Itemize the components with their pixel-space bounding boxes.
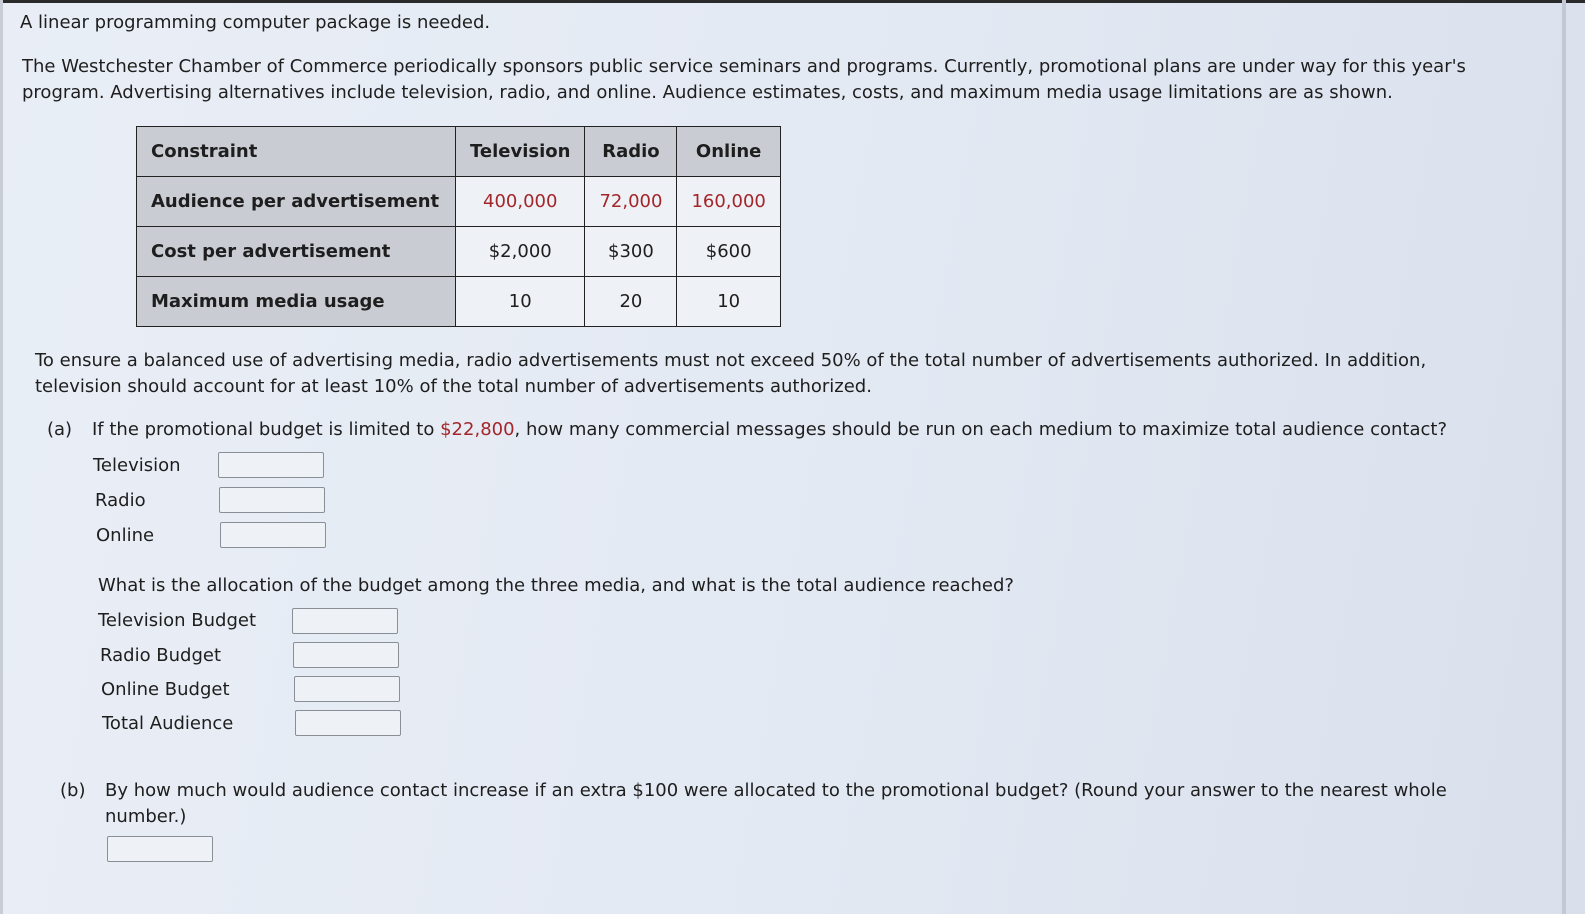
television-budget-label: Television Budget xyxy=(98,610,257,631)
table-row xyxy=(137,227,781,277)
budget-value: $22,800 xyxy=(440,419,515,440)
radio-label: Radio xyxy=(95,490,146,511)
online-budget-label: Online Budget xyxy=(101,679,230,700)
cell-online: 10 xyxy=(677,277,780,327)
problem-description: The Westchester Chamber of Commerce periodically sponsors public service seminars and programs. Currently, promotional plans are under way for this year's program. Advertising alternatives include television, radio, and online. Audience estimates, costs, and maximum media usage limitations are as shown. xyxy=(22,56,1466,103)
header-constraint: Constraint xyxy=(137,127,456,177)
left-border xyxy=(0,0,3,914)
total-audience-label: Total Audience xyxy=(102,713,234,734)
online-label: Online xyxy=(96,525,155,546)
top-border xyxy=(0,0,1585,3)
row-label: Maximum media usage xyxy=(137,277,456,327)
online-budget-input[interactable] xyxy=(294,676,400,702)
table-row xyxy=(137,177,781,227)
cell-radio: $300 xyxy=(585,227,677,277)
part-a-question: If the promotional budget is limited to $22,800, how many commercial messages should be run on each medium to maximize total audience contact? xyxy=(92,419,1448,440)
row-label: Audience per advertisement xyxy=(137,177,456,227)
radio-budget-label: Radio Budget xyxy=(100,645,222,666)
header-television: Television xyxy=(456,127,585,177)
allocation-question: What is the allocation of the budget among the three media, and what is the total audience reached? xyxy=(98,575,1014,596)
online-input[interactable] xyxy=(220,522,326,548)
radio-budget-input[interactable] xyxy=(293,642,399,668)
header-radio: Radio xyxy=(585,127,677,177)
balance-constraint-text: To ensure a balanced use of advertising media, radio advertisements must not exceed 50% of the total number of advertisements authorized. In addition, television should account for at least 10% of the total number of advertisements authorized. xyxy=(35,350,1427,397)
part-a-label: (a) xyxy=(47,419,73,440)
cell-tv: 400,000 xyxy=(456,177,585,227)
television-budget-input[interactable] xyxy=(292,608,398,634)
media-table xyxy=(136,126,781,327)
television-label: Television xyxy=(93,455,181,476)
cell-radio: 72,000 xyxy=(585,177,677,227)
part-b-label: (b) xyxy=(60,780,86,801)
total-audience-input[interactable] xyxy=(295,710,401,736)
television-input[interactable] xyxy=(218,452,324,478)
cell-radio: 20 xyxy=(585,277,677,327)
table-header-row xyxy=(137,127,781,177)
cell-tv: $2,000 xyxy=(456,227,585,277)
table-row xyxy=(137,277,781,327)
audience-increase-input[interactable] xyxy=(107,836,213,862)
header-online: Online xyxy=(677,127,780,177)
intro-text: A linear programming computer package is needed. xyxy=(20,12,491,33)
cell-online: $600 xyxy=(677,227,780,277)
part-b-question: By how much would audience contact increase if an extra $100 were allocated to the promotional budget? (Round your answer to the nearest whole number.) xyxy=(105,780,1447,827)
cell-online: 160,000 xyxy=(677,177,780,227)
cell-tv: 10 xyxy=(456,277,585,327)
right-border xyxy=(1562,0,1566,914)
row-label: Cost per advertisement xyxy=(137,227,456,277)
radio-input[interactable] xyxy=(219,487,325,513)
